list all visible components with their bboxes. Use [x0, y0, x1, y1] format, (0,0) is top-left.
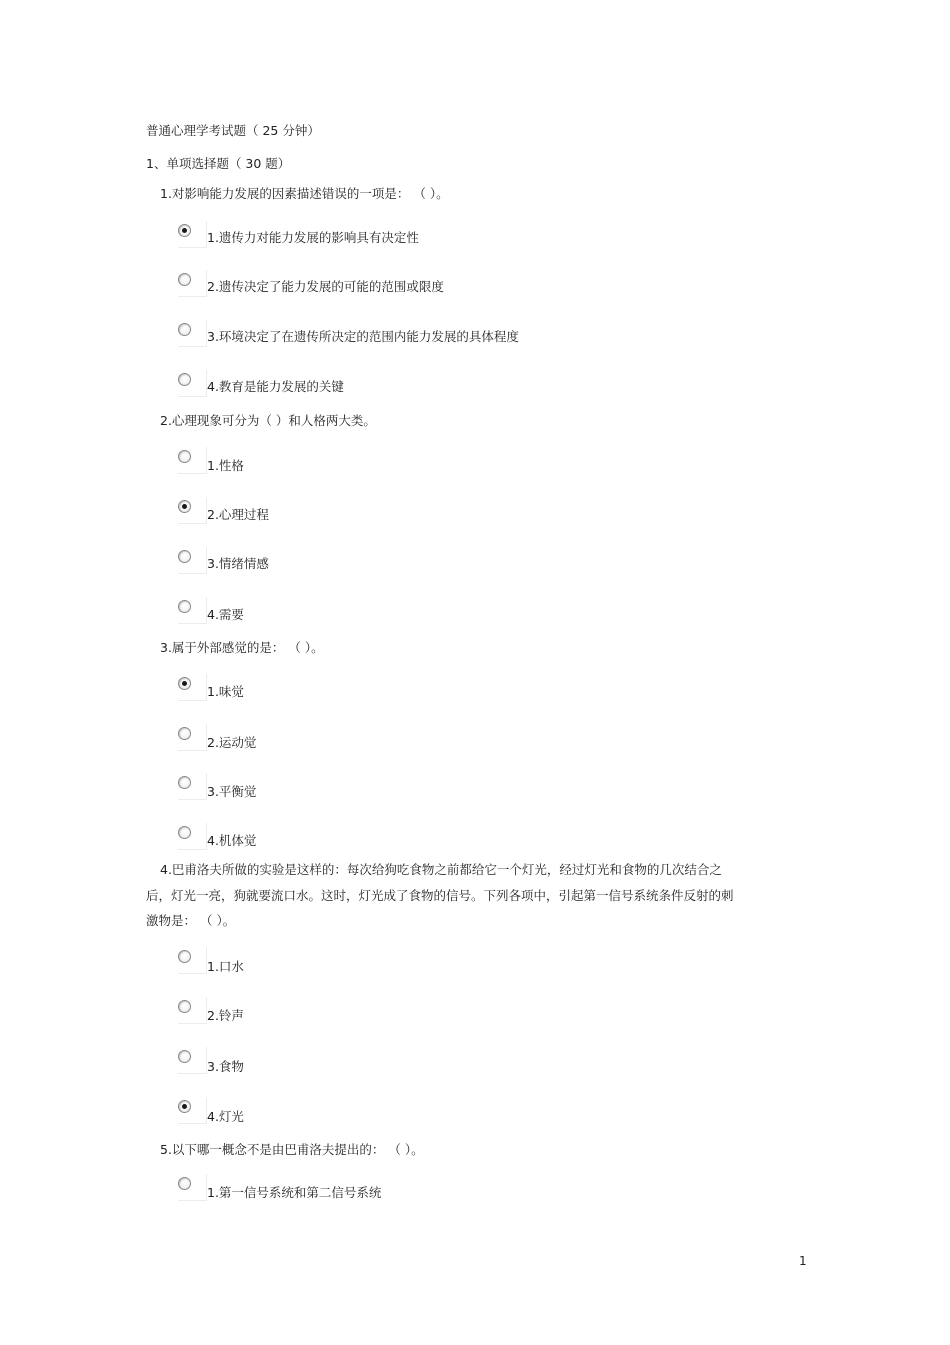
radio-q4-opt1[interactable]	[178, 950, 191, 963]
option-label: 3.情绪情感	[207, 556, 269, 571]
option-label: 3.平衡觉	[207, 784, 257, 799]
question-5-text: 5.以下哪一概念不是由巴甫洛夫提出的： （ ）。	[160, 1142, 424, 1157]
question-2-text: 2.心理现象可分为（ ）和人格两大类。	[160, 413, 376, 428]
option-label: 1.味觉	[207, 684, 244, 699]
option-label: 1.遗传力对能力发展的影响具有决定性	[207, 230, 419, 245]
option-label: 2.心理过程	[207, 507, 269, 522]
option-label: 3.食物	[207, 1059, 244, 1074]
option-label: 4.需要	[207, 607, 244, 622]
page-number: 1	[799, 1254, 807, 1268]
radio-q1-opt1[interactable]	[178, 224, 191, 237]
option-label: 2.铃声	[207, 1008, 244, 1023]
page-title: 普通心理学考试题（ 25 分钟）	[146, 123, 320, 138]
radio-q2-opt2[interactable]	[178, 500, 191, 513]
radio-q1-opt3[interactable]	[178, 323, 191, 336]
option-label: 2.运动觉	[207, 735, 257, 750]
radio-q3-opt4[interactable]	[178, 826, 191, 839]
question-3-text: 3.属于外部感觉的是： （ ）。	[160, 640, 324, 655]
radio-q2-opt4[interactable]	[178, 600, 191, 613]
option-label: 4.灯光	[207, 1109, 244, 1124]
radio-q4-opt3[interactable]	[178, 1050, 191, 1063]
question-1-text: 1.对影响能力发展的因素描述错误的一项是： （ ）。	[160, 186, 449, 201]
option-label: 3.环境决定了在遗传所决定的范围内能力发展的具体程度	[207, 329, 519, 344]
radio-q1-opt2[interactable]	[178, 273, 191, 286]
radio-q2-opt1[interactable]	[178, 450, 191, 463]
radio-q2-opt3[interactable]	[178, 550, 191, 563]
radio-q1-opt4[interactable]	[178, 373, 191, 386]
radio-q5-opt1[interactable]	[178, 1177, 191, 1190]
section-heading: 1、单项选择题（ 30 题）	[146, 156, 291, 171]
radio-q4-opt2[interactable]	[178, 1000, 191, 1013]
option-label: 4.教育是能力发展的关键	[207, 379, 344, 394]
option-label: 1.第一信号系统和第二信号系统	[207, 1185, 382, 1200]
radio-q3-opt3[interactable]	[178, 776, 191, 789]
radio-q4-opt4[interactable]	[178, 1100, 191, 1113]
option-label: 2.遗传决定了能力发展的可能的范围或限度	[207, 279, 444, 294]
option-label: 4.机体觉	[207, 833, 257, 848]
radio-q3-opt2[interactable]	[178, 727, 191, 740]
option-label: 1.口水	[207, 959, 244, 974]
radio-q3-opt1[interactable]	[178, 677, 191, 690]
option-label: 1.性格	[207, 458, 244, 473]
question-4-text: 4.巴甫洛夫所做的实验是这样的：每次给狗吃食物之前都给它一个灯光，经过灯光和食物的几次结合之后，灯光一亮，狗就要流口水。这时，灯光成了食物的信号。下列各项中，引起第一信号系统条件反射的刺激物是： （ ）。	[146, 862, 734, 928]
